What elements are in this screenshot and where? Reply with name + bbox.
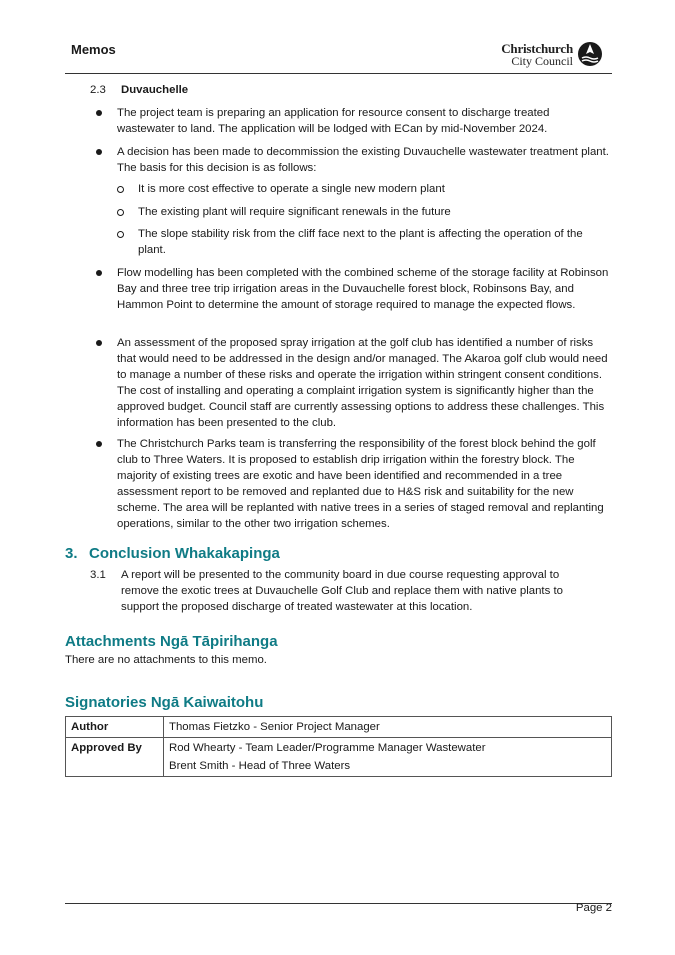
conclusion-heading: Conclusion Whakakapinga [89, 545, 280, 562]
header-title: Memos [71, 42, 116, 57]
author-value: Thomas Fietzko - Senior Project Manager [164, 717, 612, 738]
bullet-icon [96, 149, 102, 155]
bullet-icon [96, 441, 102, 447]
list-item: A decision has been made to decommission the existing Duvauchelle wastewater treatment plant. The basis for this decision is as follows: [117, 146, 609, 174]
conclusion-number: 3. [65, 545, 78, 562]
signatories-table [65, 716, 612, 777]
signatories-heading: Signatories Ngā Kaiwaitohu [65, 694, 264, 711]
sub-list-item: The existing plant will require significant renewals in the future [138, 206, 451, 218]
conclusion-item-number: 3.1 [90, 569, 106, 581]
section-number: 2.3 [90, 84, 106, 96]
sub-bullet-icon [117, 186, 124, 193]
attachments-heading: Attachments Ngā Tāpirihanga [65, 633, 278, 650]
approved-value [164, 738, 612, 777]
sub-list-item: The slope stability risk from the cliff face next to the plant is affecting the operation of the plant. [138, 228, 583, 256]
approver-2: Brent Smith - Head of Three Waters [169, 760, 351, 772]
sub-bullet-icon [117, 209, 124, 216]
bullet-icon [96, 110, 102, 116]
approver-1: Rod Whearty - Team Leader/Programme Manager Wastewater [169, 742, 486, 754]
bullet-icon [96, 270, 102, 276]
list-item: The project team is preparing an application for resource consent to discharge treated wastewater to land. The application will be lodged with ECan by mid-November 2024. [117, 107, 550, 135]
approved-label: Approved By [66, 738, 164, 777]
author-label: Author [66, 717, 164, 738]
sub-bullet-icon [117, 231, 124, 238]
page-number: Page 2 [575, 902, 612, 914]
footer-divider [65, 903, 612, 904]
table-row [66, 717, 612, 738]
sub-list-item: It is more cost effective to operate a single new modern plant [138, 183, 445, 195]
logo-text-line2: City Council [511, 54, 573, 68]
list-item: The Christchurch Parks team is transferring the responsibility of the forest block behind the golf club to Three Waters. It is proposed to establish drip irrigation within the forestry block. The majority of existing trees are exotic and have been identified and recommended in a tree assessment report to be removed and replanted due to H&S risk and suitability for the new scheme. The area will be replanted with native trees in a series of staged removal and replanting operations, similar to the other two irrigation schemes. [117, 438, 604, 530]
logo-text-line1: Christchurch [501, 41, 573, 56]
conclusion-item-text: A report will be presented to the community board in due course requesting approval to remove the exotic trees at Duvauchelle Golf Club and replace them with native plants to support the proposed discharge of treated wastewater at this location. [121, 569, 563, 613]
bullet-icon [96, 340, 102, 346]
table-row [66, 738, 612, 777]
list-item: Flow modelling has been completed with the combined scheme of the storage facility at Robinson Bay and three tree trip irrigation areas in the Duvauchelle forest block, Robinsons Bay, and Hammon Point to determine the amount of storage required to manage the expected flows. [117, 267, 609, 311]
header-divider [65, 73, 612, 74]
attachments-text: There are no attachments to this memo. [65, 654, 267, 666]
council-logo [496, 40, 606, 70]
list-item: An assessment of the proposed spray irrigation at the golf club has identified a number of risks that would need to be addressed in the design and/or managed. The Akaroa golf club would need to manage a number of these risks and operate the irrigation within stringent consent conditions. The cost of installing and operating a complaint irrigation system is significantly higher than the approved budget. Council staff are currently assessing options to address these challenges. This information has been presented to the club. [117, 337, 608, 429]
council-emblem-icon [577, 41, 603, 67]
section-title: Duvauchelle [121, 84, 189, 96]
